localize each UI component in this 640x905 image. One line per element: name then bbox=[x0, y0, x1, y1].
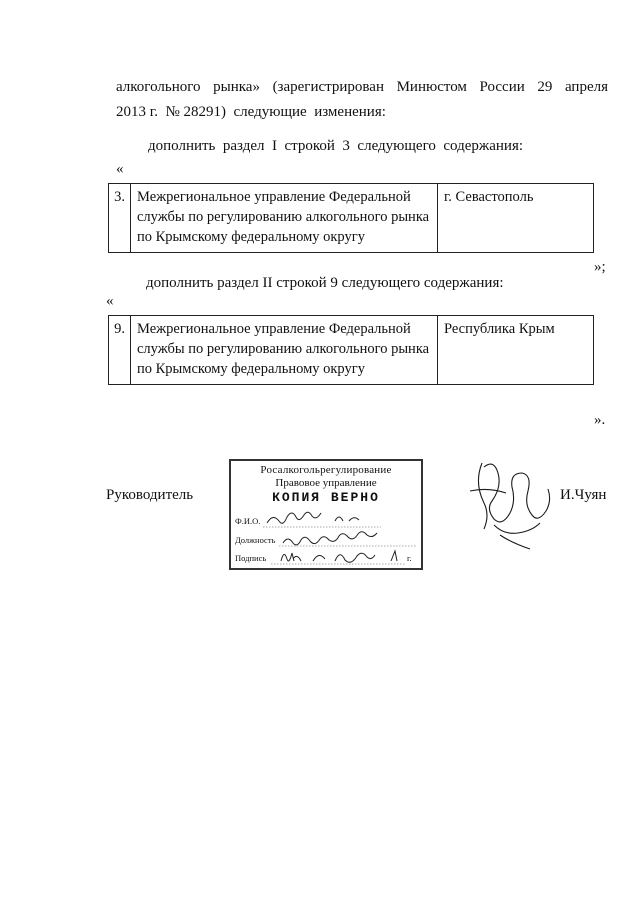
body-line: по Крымскому федеральному округу bbox=[137, 229, 365, 245]
signatory-title: Руководитель bbox=[106, 487, 194, 503]
director-signature bbox=[460, 455, 555, 555]
body-line: службы по регулированию алкогольного рынка bbox=[137, 209, 430, 225]
word: рынка» bbox=[213, 79, 260, 95]
body-cell bbox=[131, 316, 438, 385]
word: апреля bbox=[564, 79, 608, 95]
region-cell: Республика Крым bbox=[438, 316, 594, 385]
amendment-table-1 bbox=[108, 183, 594, 253]
region-cell: г. Севастополь bbox=[438, 184, 594, 253]
stamp-position-label: Должность bbox=[235, 535, 276, 545]
instruction-1: дополнить раздел I строкой 3 следующего содержания: bbox=[148, 138, 524, 154]
row-number: 3. bbox=[109, 184, 131, 253]
table-row bbox=[109, 184, 594, 253]
stamp-year-suffix: г. bbox=[407, 553, 412, 563]
close-quote-2: ». bbox=[594, 412, 606, 428]
stamp-handwriting bbox=[231, 461, 421, 568]
body-line: Межрегиональное управление Федеральной bbox=[137, 189, 411, 205]
close-quote-1: »; bbox=[594, 259, 606, 275]
stamp-agency: Росалкогольрегулирование bbox=[260, 464, 392, 476]
stamp-fio-label: Ф.И.О. bbox=[235, 516, 261, 526]
word: 29 bbox=[537, 79, 553, 95]
body-line: Межрегиональное управление Федеральной bbox=[137, 321, 411, 337]
body-line: службы по регулированию алкогольного рынка bbox=[137, 341, 430, 357]
certified-copy-stamp bbox=[229, 459, 423, 570]
body-cell bbox=[131, 184, 438, 253]
paragraph-line-1 bbox=[116, 79, 608, 96]
open-quote-1: « bbox=[116, 161, 124, 177]
stamp-signature-label: Подпись bbox=[235, 553, 267, 563]
word: (зарегистрирован bbox=[272, 79, 384, 95]
instruction-2: дополнить раздел II строкой 9 следующего содержания: bbox=[146, 275, 504, 291]
open-quote-2: « bbox=[106, 293, 114, 309]
body-line: по Крымскому федеральному округу bbox=[137, 361, 365, 377]
word: России bbox=[479, 79, 525, 95]
word: алкогольного bbox=[116, 79, 201, 95]
word: Минюстом bbox=[396, 79, 467, 95]
table-row bbox=[109, 316, 594, 385]
paragraph-line-2: 2013 г. № 28291) следующие изменения: bbox=[116, 104, 386, 120]
amendment-table-2 bbox=[108, 315, 594, 385]
stamp-copy-certified: КОПИЯ ВЕРНО bbox=[272, 490, 380, 505]
stamp-department: Правовое управление bbox=[275, 477, 377, 489]
signatory-name: И.Чуян bbox=[560, 487, 607, 503]
row-number: 9. bbox=[109, 316, 131, 385]
